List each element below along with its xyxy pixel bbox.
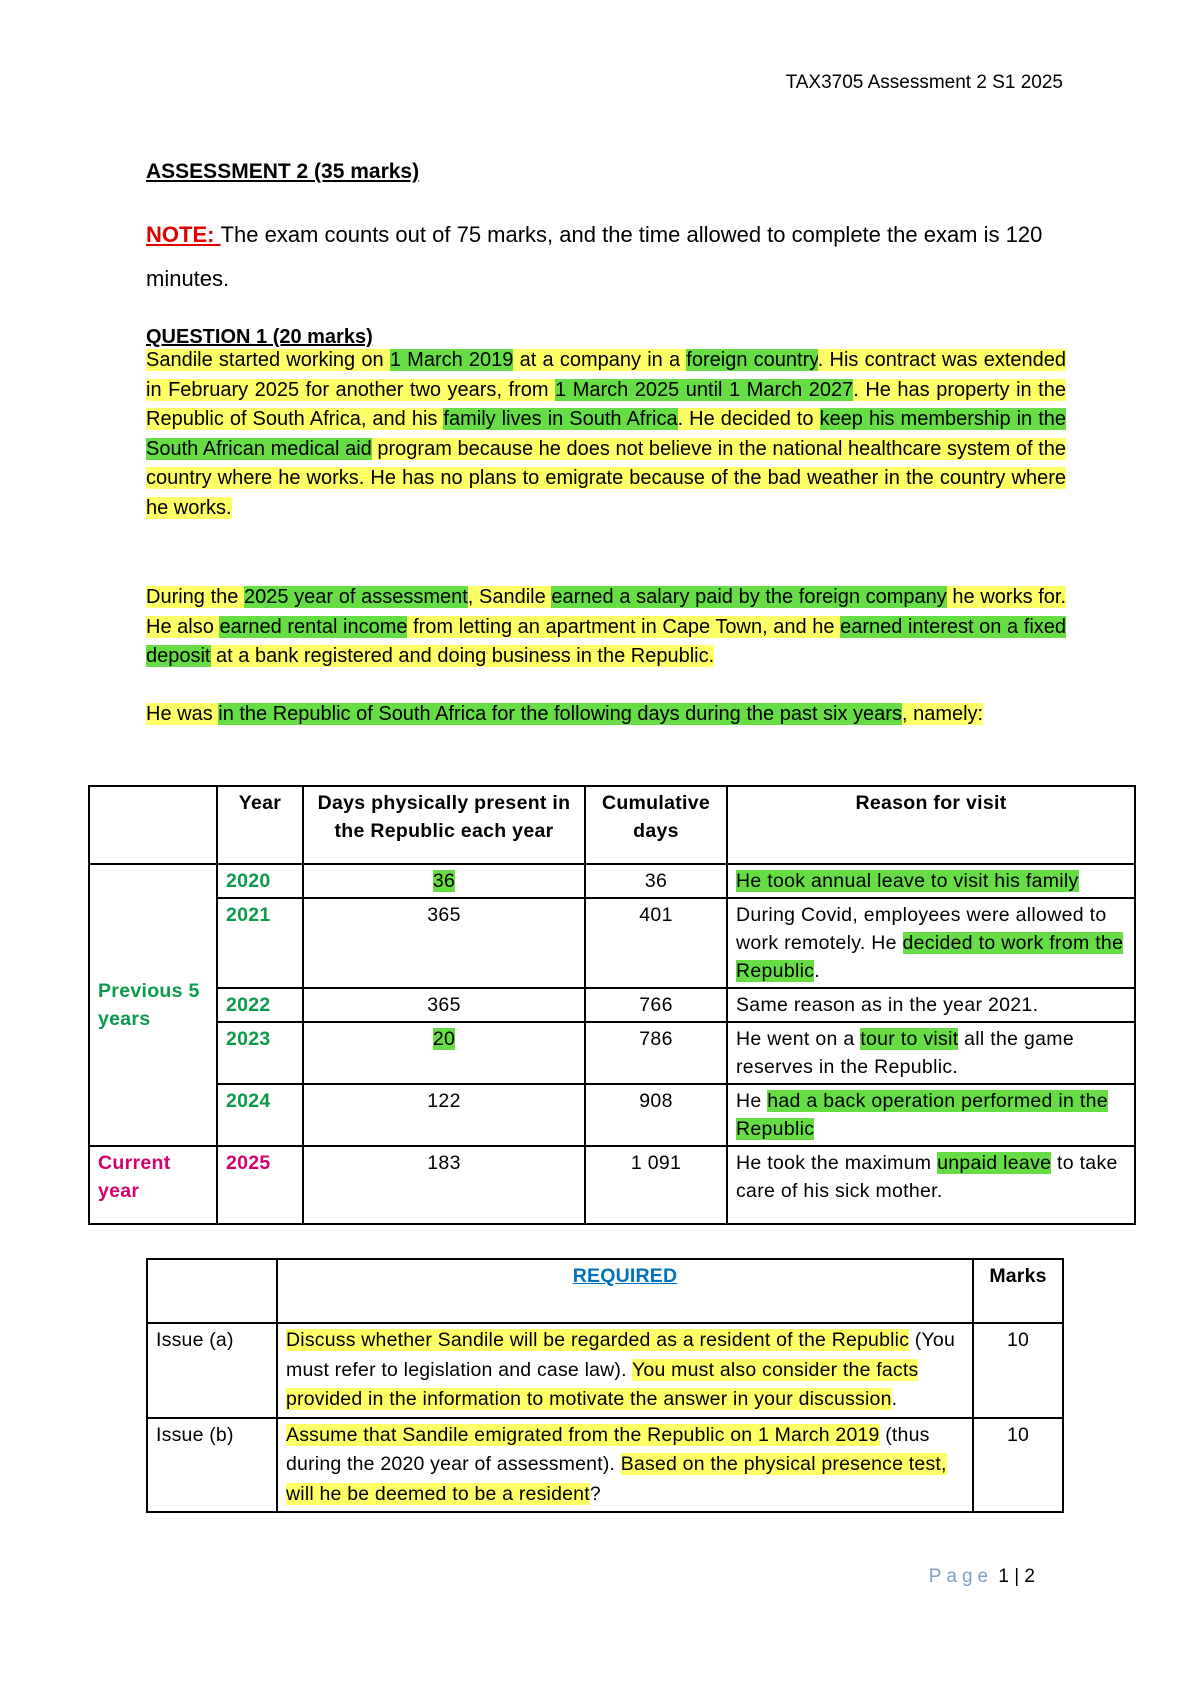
- row-reason: He took annual leave to visit his family: [727, 864, 1135, 898]
- row-days: 36: [303, 864, 585, 898]
- row-cumulative: 401: [585, 898, 727, 988]
- scenario-paragraph-3: He was in the Republic of South Africa for the following days during the past six years, namely:: [146, 703, 984, 725]
- days-present-table: [88, 785, 1136, 1225]
- issue-label: Issue (a): [147, 1323, 277, 1418]
- required-heading: REQUIRED: [277, 1259, 973, 1323]
- table-row: [147, 1323, 1063, 1418]
- required-table: [146, 1258, 1064, 1513]
- issue-marks: 10: [973, 1418, 1063, 1513]
- exam-note: [146, 213, 1046, 301]
- marks-heading: Marks: [973, 1259, 1063, 1323]
- table-row: [89, 988, 1135, 1022]
- table-row: [89, 864, 1135, 898]
- row-year: 2023: [217, 1022, 303, 1084]
- required-header-row: [147, 1259, 1063, 1323]
- document-header-code: TAX3705 Assessment 2 S1 2025: [785, 72, 1063, 93]
- row-days: 122: [303, 1084, 585, 1146]
- row-year: 2021: [217, 898, 303, 988]
- table-row: [147, 1418, 1063, 1513]
- row-cumulative: 786: [585, 1022, 727, 1084]
- row-days: 365: [303, 898, 585, 988]
- header-days-present: Days physically present in the Republic each year: [303, 786, 585, 864]
- page-number: 1 | 2: [998, 1566, 1035, 1587]
- header-cumulative: Cumulative days: [585, 786, 727, 864]
- issue-text: Assume that Sandile emigrated from the Republic on 1 March 2019 (thus during the 2020 year of assessment). Based on the physical presence test, will he be deemed to be a resident?: [277, 1418, 973, 1513]
- group-previous-years: Previous 5 years: [89, 864, 217, 1146]
- table-row: [89, 1146, 1135, 1224]
- row-days: 20: [303, 1022, 585, 1084]
- assessment-title: ASSESSMENT 2 (35 marks): [146, 160, 420, 183]
- header-year: Year: [217, 786, 303, 864]
- row-year: 2025: [217, 1146, 303, 1224]
- issue-marks: 10: [973, 1323, 1063, 1418]
- note-text: The exam counts out of 75 marks, and the time allowed to complete the exam is 120 minutes.: [146, 222, 1043, 291]
- scenario-paragraph-2: During the 2025 year of assessment, Sandile earned a salary paid by the foreign company he works for. He also earned rental income from letting an apartment in Cape Town, and he earned interest on a fixed deposit at a bank registered and doing business in the Republic.: [146, 586, 1067, 667]
- row-year: 2024: [217, 1084, 303, 1146]
- row-cumulative: 908: [585, 1084, 727, 1146]
- note-label: NOTE:: [146, 222, 221, 247]
- group-current-year: Current year: [89, 1146, 217, 1224]
- table-header-row: [89, 786, 1135, 864]
- issue-label: Issue (b): [147, 1418, 277, 1513]
- page-indicator: [929, 1566, 1035, 1588]
- table-row: [89, 1084, 1135, 1146]
- header-reason: Reason for visit: [727, 786, 1135, 864]
- row-year: 2022: [217, 988, 303, 1022]
- question-heading: QUESTION 1 (20 marks): [146, 326, 373, 348]
- row-cumulative: 1 091: [585, 1146, 727, 1224]
- table-row: [89, 1022, 1135, 1084]
- row-reason: He took the maximum unpaid leave to take care of his sick mother.: [727, 1146, 1135, 1224]
- row-reason: Same reason as in the year 2021.: [727, 988, 1135, 1022]
- row-days: 365: [303, 988, 585, 1022]
- row-year: 2020: [217, 864, 303, 898]
- row-reason: During Covid, employees were allowed to work remotely. He decided to work from the Republic.: [727, 898, 1135, 988]
- page-label: Page: [928, 1566, 994, 1587]
- issue-text: Discuss whether Sandile will be regarded as a resident of the Republic (You must refer to legislation and case law). You must also consider the facts provided in the information to motivate the answer in your discussion.: [277, 1323, 973, 1418]
- row-cumulative: 36: [585, 864, 727, 898]
- scenario-paragraph-1: Sandile started working on 1 March 2019 at a company in a foreign country. His contract was extended in February 2025 for another two years, from 1 March 2025 until 1 March 2027. He has property in the Republic of South Africa, and his family lives in South Africa. He decided to keep his membership in the South African medical aid program because he does not believe in the national healthcare system of the country where he works. He has no plans to emigrate because of the bad weather in the country where he works.: [146, 349, 1067, 519]
- row-reason: He had a back operation performed in the Republic: [727, 1084, 1135, 1146]
- row-cumulative: 766: [585, 988, 727, 1022]
- table-row: [89, 898, 1135, 988]
- row-days: 183: [303, 1146, 585, 1224]
- row-reason: He went on a tour to visit all the game reserves in the Republic.: [727, 1022, 1135, 1084]
